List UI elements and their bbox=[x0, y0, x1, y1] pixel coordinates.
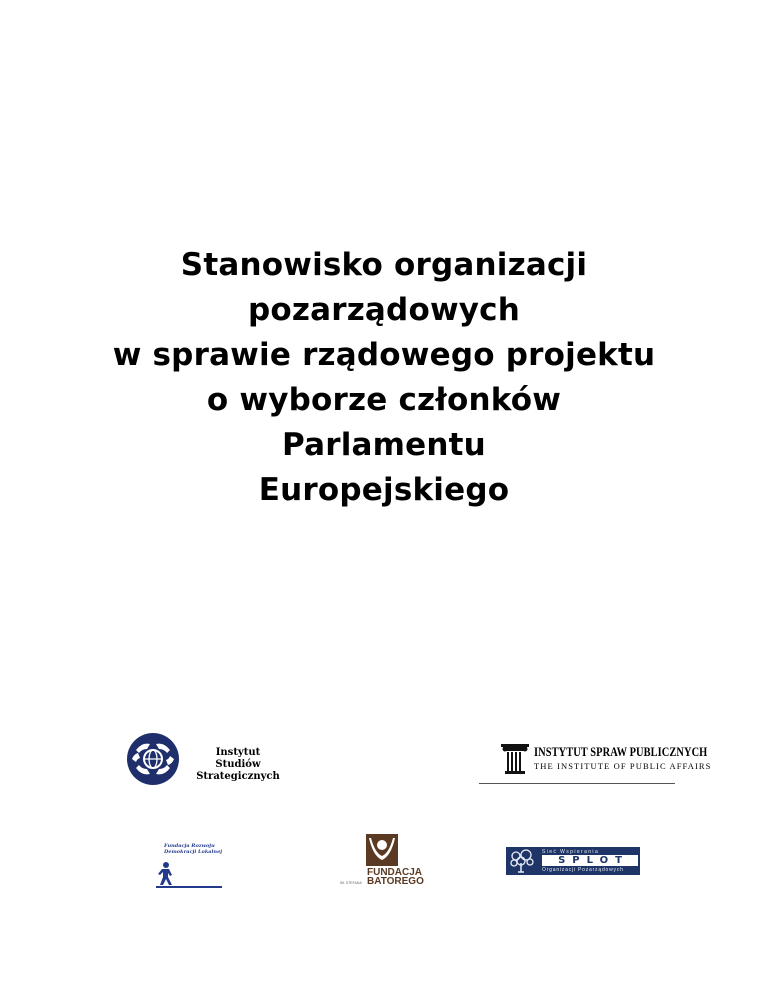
title-line: Stanowisko organizacji bbox=[180, 247, 588, 283]
hands-globe-icon bbox=[126, 732, 180, 786]
batory-word1: FUNDACJA bbox=[367, 867, 422, 878]
isp-name-pl: INSTYTUT SPRAW PUBLICZNYCH bbox=[534, 744, 708, 759]
iss-name-line: Studiów bbox=[215, 759, 261, 770]
isp-name-en: THE INSTITUTE OF PUBLIC AFFAIRS bbox=[534, 761, 712, 771]
title-line: o wyborze członków bbox=[206, 382, 562, 418]
iss-logo bbox=[126, 730, 286, 790]
iss-name bbox=[184, 747, 292, 783]
walking-figure-icon bbox=[156, 862, 180, 886]
batory-word2: BATOREGO bbox=[367, 876, 424, 887]
splot-logo bbox=[506, 847, 640, 875]
tree-icon bbox=[508, 849, 536, 873]
frdl-name-line: Demokracji Lokalnej bbox=[164, 849, 223, 855]
column-icon bbox=[501, 744, 529, 774]
splot-top-text: Sieć Wspierania bbox=[542, 849, 600, 855]
document-title bbox=[60, 243, 708, 513]
frdl-logo bbox=[156, 843, 222, 889]
frdl-name-line: Fundacja Rozwoju bbox=[164, 843, 215, 849]
iss-name-line: Instytut bbox=[215, 747, 261, 758]
batory-logo bbox=[340, 834, 424, 888]
title-line: pozarządowych bbox=[247, 292, 521, 328]
batory-small-text: IM. STEFANA bbox=[340, 881, 362, 885]
divider bbox=[479, 783, 675, 784]
title-line: Parlamentu bbox=[282, 427, 486, 463]
splot-name: SPLOT bbox=[558, 855, 629, 866]
batory-mark-icon bbox=[366, 834, 398, 866]
isp-logo bbox=[479, 740, 712, 786]
splot-name-box bbox=[542, 855, 638, 866]
title-line: Europejskiego bbox=[258, 472, 510, 508]
title-line: w sprawie rządowego projektu bbox=[112, 337, 656, 373]
iss-name-line: Strategicznych bbox=[196, 771, 280, 782]
splot-bottom-text: Organizacji Pozarządowych bbox=[542, 867, 624, 873]
divider bbox=[156, 886, 222, 888]
frdl-name bbox=[164, 843, 222, 855]
